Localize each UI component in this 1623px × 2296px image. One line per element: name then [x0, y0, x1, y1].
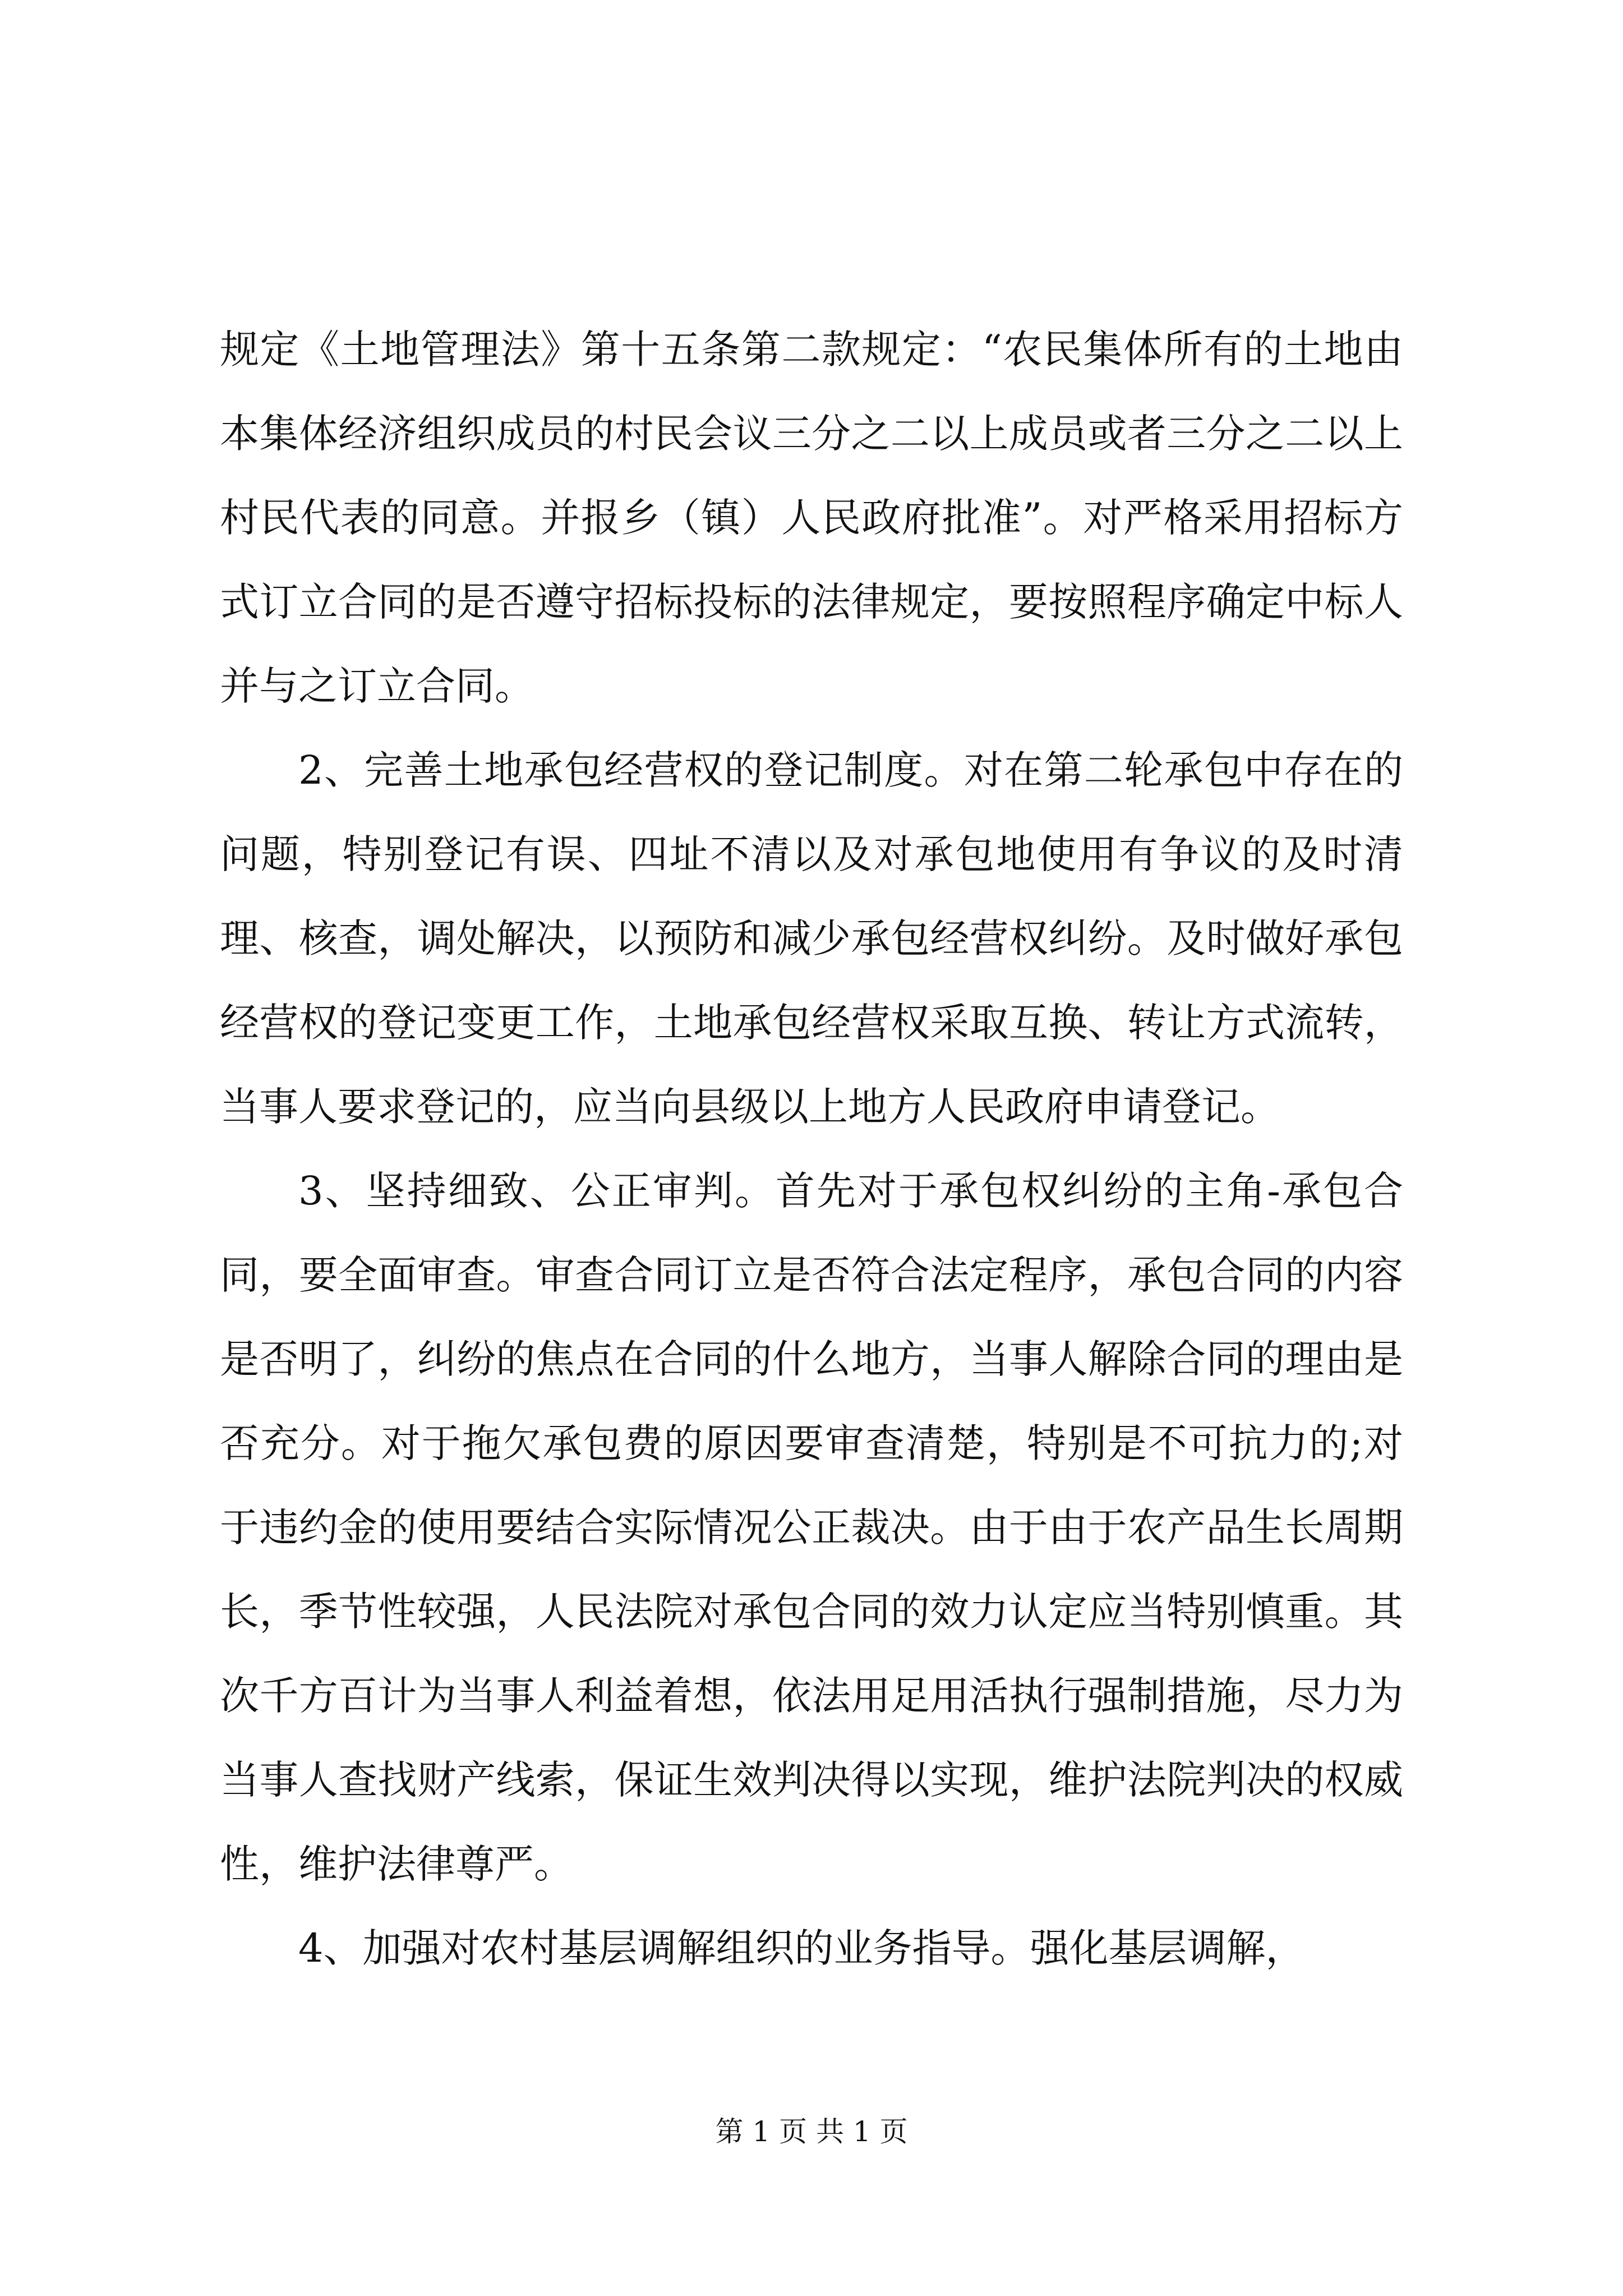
page-footer [0, 2115, 1623, 2148]
paragraph-1: 规定《土地管理法》第十五条第二款规定：“农民集体所有的土地由本集体经济组织成员的村民会议三分之二以上成员或者三分之二以上村民代表的同意。并报乡（镇）人民政府批准”。对严格采用招标方式订立合同的是否遵守招标投标的法律规定，要按照程序确定中标人并与之订立合同。 [220, 326, 1403, 709]
paragraph-2: 2、完善土地承包经营权的登记制度。对在第二轮承包中存在的问题，特别登记有误、四址不清以及对承包地使用有争议的及时清理、核查，调处解决，以预防和减少承包经营权纠纷。及时做好承包经营权的登记变更工作，土地承包经营权采取互换、转让方式流转，当事人要求登记的，应当向县级以上地方人民政府申请登记。 [220, 747, 1403, 1130]
paragraph-3: 3、坚持细致、公正审判。首先对于承包权纠纷的主角-承包合同，要全面审查。审查合同订立是否符合法定程序，承包合同的内容是否明了，纠纷的焦点在合同的什么地方，当事人解除合同的理由是否充分。对于拖欠承包费的原因要审查清楚，特别是不可抗力的;对于违约金的使用要结合实际情况公正裁决。由于由于农产品生长周期长，季节性较强，人民法院对承包合同的效力认定应当特别慎重。其次千方百计为当事人利益着想，依法用足用活执行强制措施，尽力为当事人查找财产线索，保证生效判决得以实现，维护法院判决的权威性，维护法律尊严。 [220, 1168, 1403, 1887]
page-number-label: 第 1 页 共 1 页 [715, 2115, 908, 2148]
paragraph-4: 4、加强对农村基层调解组织的业务指导。强化基层调解， [298, 1925, 1305, 1971]
document-body [220, 307, 1403, 1990]
